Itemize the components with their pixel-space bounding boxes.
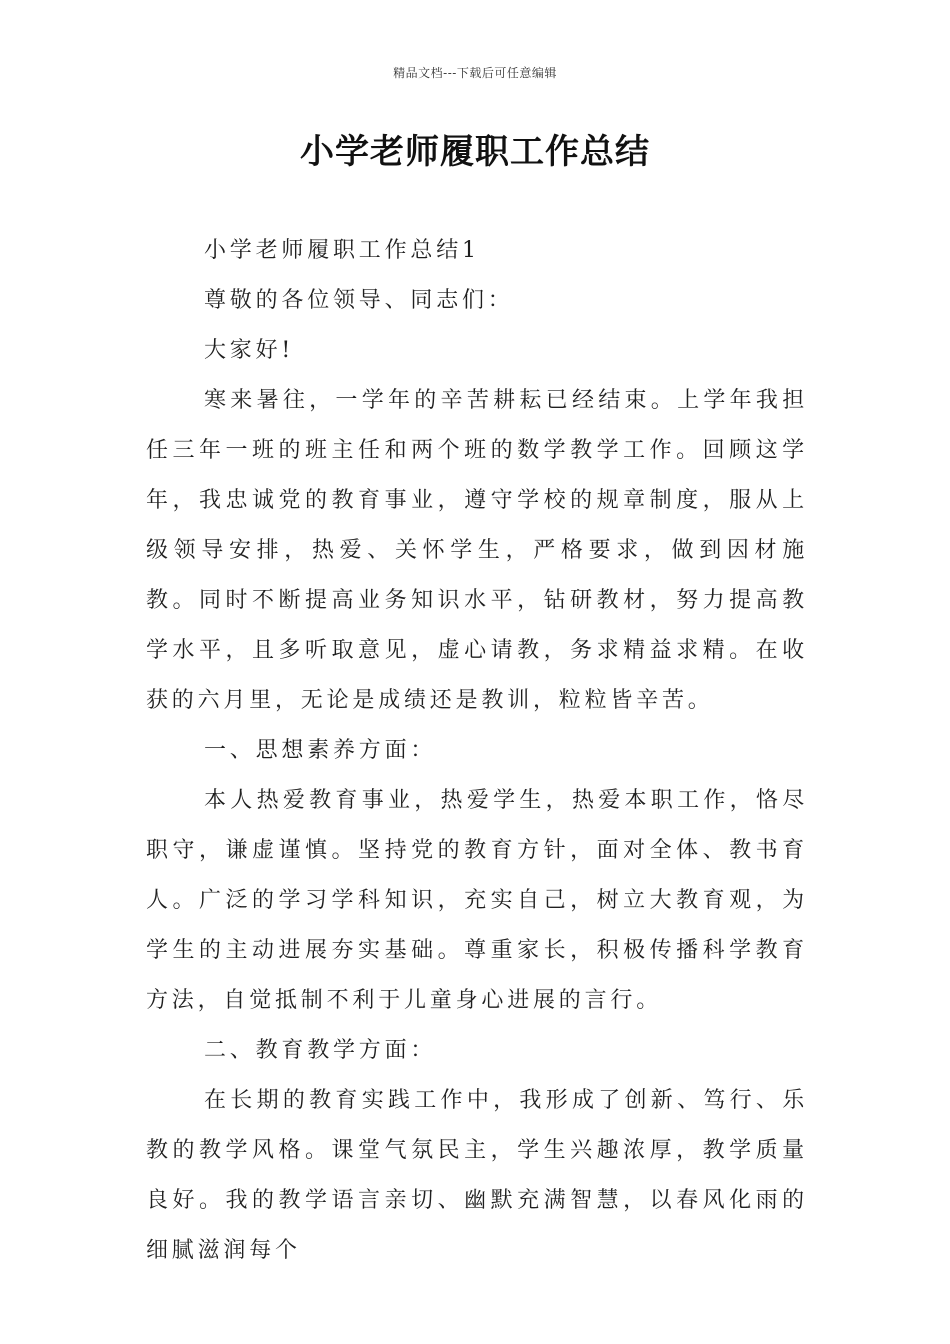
section-1-paragraph: 本人热爱教育事业，热爱学生，热爱本职工作，恪尽职守，谦虚谨慎。坚持党的教育方针，面对全体、教书育人。广泛的学习学科知识，充实自己，树立大教育观，为学生的主动进展夯实基础。尊重家长，积极传播科学教育方法，自觉抵制不利于儿童身心进展的言行。: [146, 788, 808, 1013]
salutation-paragraph: 尊敬的各位领导、同志们：: [204, 288, 514, 313]
document-body: [146, 226, 808, 1276]
document-title: 小学老师履职工作总结: [300, 132, 650, 172]
intro-paragraph: 寒来暑往，一学年的辛苦耕耘已经结束。上学年我担任三年一班的班主任和两个班的数学教学工作。回顾这学年，我忠诚党的教育事业，遵守学校的规章制度，服从上级领导安排，热爱、关怀学生，严格要求，做到因材施教。同时不断提高业务知识水平，钻研教材，努力提高教学水平，且多听取意见，虚心请教，务求精益求精。在收获的六月里，无论是成绩还是教训，粒粒皆辛苦。: [146, 388, 808, 713]
section-heading-2: 二、教育教学方面：: [204, 1038, 437, 1063]
subtitle-paragraph: 小学老师履职工作总结1: [204, 238, 480, 263]
section-heading-1: 一、思想素养方面：: [204, 738, 437, 763]
greeting-paragraph: 大家好!: [204, 338, 295, 363]
section-2-paragraph: 在长期的教育实践工作中，我形成了创新、笃行、乐教的教学风格。课堂气氛民主，学生兴趣浓厚，教学质量良好。我的教学语言亲切、幽默充满智慧，以春风化雨的细腻滋润每个: [146, 1088, 808, 1263]
header-note: 精品文档---下载后可任意编辑: [393, 66, 557, 80]
